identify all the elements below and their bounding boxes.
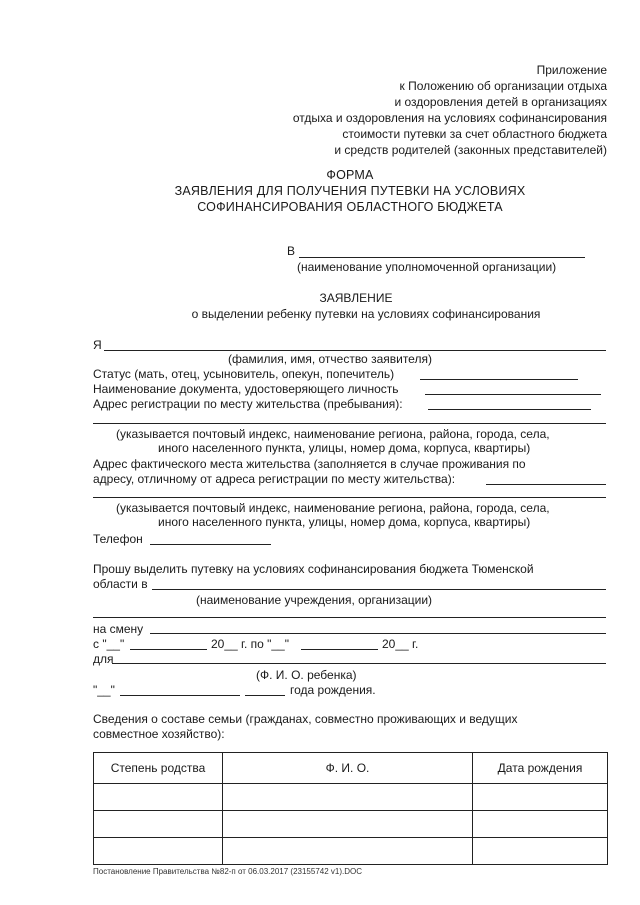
actual-address-label-1: Адрес фактического места жительства (заполняется в случае проживания по bbox=[93, 457, 526, 471]
actual-address-field-2[interactable] bbox=[93, 497, 606, 498]
addressee-caption: (наименование уполномоченной организации) bbox=[297, 260, 557, 274]
date-from-month-field[interactable] bbox=[130, 649, 207, 650]
appendix-line: к Положению об организации отдыха bbox=[399, 79, 607, 93]
date-from-label: с "__" bbox=[93, 637, 125, 651]
fio-cell[interactable] bbox=[223, 784, 473, 811]
organization-field[interactable] bbox=[152, 589, 606, 590]
request-line-1: Прошу выделить путевку на условиях софинансирования бюджета Тюменской bbox=[93, 562, 534, 576]
addressee-prefix: В bbox=[287, 244, 296, 258]
birth-date-cell[interactable] bbox=[473, 811, 608, 838]
registration-address-field[interactable] bbox=[428, 409, 591, 410]
table-row bbox=[94, 811, 608, 838]
status-label: Статус (мать, отец, усыновитель, опекун, попечитель) bbox=[93, 367, 395, 381]
date-to-label: 20__ г. по "__" bbox=[211, 637, 289, 651]
registration-address-label: Адрес регистрации по месту жительства (пребывания): bbox=[93, 397, 403, 411]
applicant-fio-caption: (фамилия, имя, отчество заявителя) bbox=[228, 352, 432, 366]
form-title-line: ЗАЯВЛЕНИЯ ДЛЯ ПОЛУЧЕНИЯ ПУТЕВКИ НА УСЛОВИЯХ bbox=[174, 184, 526, 198]
application-title: ЗАЯВЛЕНИЕ bbox=[319, 291, 393, 305]
identity-document-field[interactable] bbox=[425, 394, 601, 395]
registration-address-caption-1: (указывается почтовый индекс, наименование региона, района, города, села, bbox=[116, 427, 550, 441]
application-subtitle: о выделении ребенку путевки на условиях софинансирования bbox=[191, 307, 541, 321]
table-row bbox=[94, 784, 608, 811]
appendix-line: Приложение bbox=[536, 63, 607, 77]
for-label: для bbox=[93, 652, 114, 666]
organization-field-2[interactable] bbox=[93, 617, 606, 618]
form-title-line: ФОРМА bbox=[326, 168, 374, 182]
birth-date-cell[interactable] bbox=[473, 838, 608, 865]
appendix-line: и оздоровления детей в организациях bbox=[394, 95, 607, 109]
birth-year-field[interactable] bbox=[245, 695, 285, 696]
status-field[interactable] bbox=[420, 379, 578, 380]
fio-cell[interactable] bbox=[223, 838, 473, 865]
family-intro-1: Сведения о составе семьи (гражданах, совместно проживающих и ведущих bbox=[93, 712, 518, 726]
phone-label: Телефон bbox=[93, 532, 143, 546]
form-title-line: СОФИНАНСИРОВАНИЯ ОБЛАСТНОГО БЮДЖЕТА bbox=[197, 200, 503, 214]
actual-address-label-2: адресу, отличному от адреса регистрации по месту жительства): bbox=[93, 472, 456, 486]
appendix-line: и средств родителей (законных представителей) bbox=[334, 143, 607, 157]
header-relation: Степень родства bbox=[94, 753, 223, 784]
footer-text: Постановление Правительства №82-п от 06.03.2017 (23155742 v1).DOC bbox=[93, 867, 363, 876]
header-fio: Ф. И. О. bbox=[223, 753, 473, 784]
relation-cell[interactable] bbox=[94, 811, 223, 838]
actual-address-field[interactable] bbox=[486, 484, 606, 485]
phone-field[interactable] bbox=[150, 544, 271, 545]
actual-address-caption-2: иного населенного пункта, улицы, номер дома, корпуса, квартиры) bbox=[158, 515, 531, 529]
relation-cell[interactable] bbox=[94, 838, 223, 865]
request-line-2: области в bbox=[93, 577, 148, 591]
table-row bbox=[94, 838, 608, 865]
child-name-field[interactable] bbox=[112, 663, 606, 664]
appendix-line: отдыха и оздоровления на условиях софинансирования bbox=[292, 111, 607, 125]
relation-cell[interactable] bbox=[94, 784, 223, 811]
appendix-line: стоимости путевки за счет областного бюджета bbox=[342, 127, 607, 141]
shift-label: на смену bbox=[93, 622, 144, 636]
actual-address-caption-1: (указывается почтовый индекс, наименование региона, района, города, села, bbox=[116, 501, 550, 515]
registration-address-field-2[interactable] bbox=[93, 423, 606, 424]
identity-document-label: Наименование документа, удостоверяющего личность bbox=[93, 382, 399, 396]
child-name-caption: (Ф. И. О. ребенка) bbox=[256, 668, 357, 682]
shift-field[interactable] bbox=[150, 633, 606, 634]
birth-date-field[interactable] bbox=[120, 695, 240, 696]
family-table bbox=[93, 752, 608, 865]
organization-caption: (наименование учреждения, организации) bbox=[196, 593, 433, 607]
header-birth-date: Дата рождения bbox=[473, 753, 608, 784]
applicant-i-label: Я bbox=[93, 338, 102, 352]
date-to-month-field[interactable] bbox=[301, 649, 378, 650]
addressee-field[interactable] bbox=[299, 257, 585, 258]
birth-day-label: "__" bbox=[93, 683, 115, 697]
registration-address-caption-2: иного населенного пункта, улицы, номер дома, корпуса, квартиры) bbox=[158, 441, 531, 455]
fio-cell[interactable] bbox=[223, 811, 473, 838]
date-to-year-label: 20__ г. bbox=[382, 637, 419, 651]
family-intro-2: совместное хозяйство): bbox=[93, 727, 225, 741]
applicant-fio-field[interactable] bbox=[104, 350, 606, 351]
birth-suffix: года рождения. bbox=[290, 683, 376, 697]
birth-date-cell[interactable] bbox=[473, 784, 608, 811]
family-table-header bbox=[94, 753, 608, 784]
